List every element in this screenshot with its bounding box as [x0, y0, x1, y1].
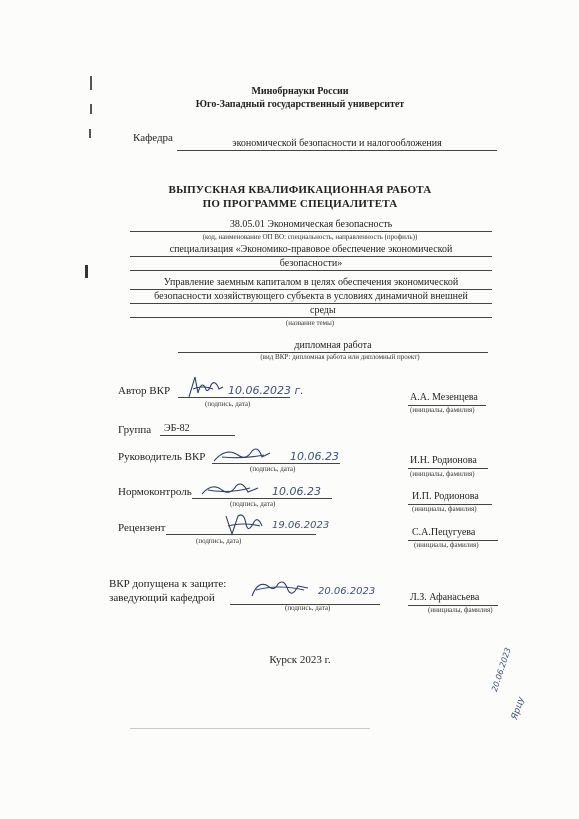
author-signature — [185, 375, 225, 403]
margin-note-date: 20.06.2023 — [490, 646, 513, 693]
group-label: Группа — [118, 424, 152, 436]
university-name: Юго-Западный государственный университет — [195, 99, 405, 110]
department-label: Кафедра — [133, 132, 173, 144]
specialization-line1: специализация «Экономико-правовое обеспечение экономической — [130, 244, 492, 257]
supervisor-sign-caption: (подпись, дата) — [250, 465, 296, 473]
reviewer-signature — [222, 510, 266, 540]
admission-date: 20.06.2023 — [318, 586, 376, 597]
normocontrol-date: 10.06.23 — [272, 485, 321, 498]
author-name-caption: (инициалы, фамилия) — [410, 406, 475, 414]
document-subtitle: ПО ПРОГРАММЕ СПЕЦИАЛИТЕТА — [202, 198, 398, 210]
supervisor-signature — [212, 443, 272, 467]
margin-mark — [90, 104, 92, 114]
specialty-caption: (код, наименование ОП ВО: специальность, направленность (профиль)) — [202, 233, 418, 241]
supervisor-name: И.Н. Родионова — [410, 455, 477, 466]
author-name: А.А. Мезенцева — [410, 392, 478, 403]
admission-head-label: заведующий кафедрой — [109, 592, 215, 604]
supervisor-name-caption: (инициалы, фамилия) — [410, 470, 475, 478]
city-year: Курск 2023 г. — [269, 654, 331, 666]
reviewer-name-caption: (инициалы, фамилия) — [414, 541, 479, 549]
topic-line1: Управление заемным капиталом в целях обеспечения экономической — [130, 277, 492, 290]
supervisor-label: Руководитель ВКР — [118, 451, 206, 463]
topic-line2: безопасности хозяйствующего субъекта в условиях динамичной внешней — [130, 291, 492, 304]
reviewer-label: Рецензент — [118, 522, 166, 534]
reviewer-name: С.А.Пецугуева — [412, 527, 476, 538]
admission-signature — [248, 576, 310, 604]
document-title: ВЫПУСКНАЯ КВАЛИФИКАЦИОННАЯ РАБОТА — [168, 184, 432, 196]
work-type-caption: (вид ВКР: дипломная работа или дипломный проект) — [260, 353, 420, 361]
scan-line — [130, 728, 370, 729]
normocontrol-name-caption: (инициалы, фамилия) — [412, 505, 477, 513]
admission-label: ВКР допущена к защите: — [109, 578, 227, 590]
department-value: экономической безопасности и налогообложения — [177, 138, 497, 151]
normocontrol-name: И.П. Родионова — [412, 491, 479, 502]
admission-name-caption: (инициалы, фамилия) — [428, 606, 493, 614]
reviewer-sign-caption: (подпись, дата) — [196, 537, 242, 545]
normocontrol-sign-caption: (подпись, дата) — [230, 500, 276, 508]
topic-caption: (название темы) — [285, 319, 335, 327]
specialization-line2: безопасности» — [130, 258, 492, 271]
author-date: 10.06.2023 г. — [228, 384, 304, 397]
normocontrol-label: Нормоконтроль — [118, 486, 192, 498]
author-sign-caption: (подпись, дата) — [205, 400, 251, 408]
margin-mark — [90, 76, 92, 90]
margin-mark — [85, 265, 88, 278]
normocontrol-signature — [200, 478, 260, 502]
margin-mark — [89, 129, 91, 138]
reviewer-date: 19.06.2023 — [272, 520, 330, 531]
admission-sign-caption: (подпись, дата) — [285, 604, 331, 612]
group-value: ЭБ-82 — [160, 423, 235, 436]
author-label: Автор ВКР — [118, 385, 171, 397]
work-type: дипломная работа — [178, 340, 488, 353]
admission-name: Л.З. Афанасьева — [410, 592, 480, 603]
specialty-code: 38.05.01 Экономическая безопасность — [130, 219, 492, 232]
supervisor-date: 10.06.23 — [290, 450, 339, 463]
ministry-name: Минобрнауки России — [251, 86, 349, 97]
margin-note-signature: Ярцу — [510, 695, 527, 722]
supervisor-name-line — [408, 468, 488, 469]
topic-line3: среды — [130, 305, 492, 318]
